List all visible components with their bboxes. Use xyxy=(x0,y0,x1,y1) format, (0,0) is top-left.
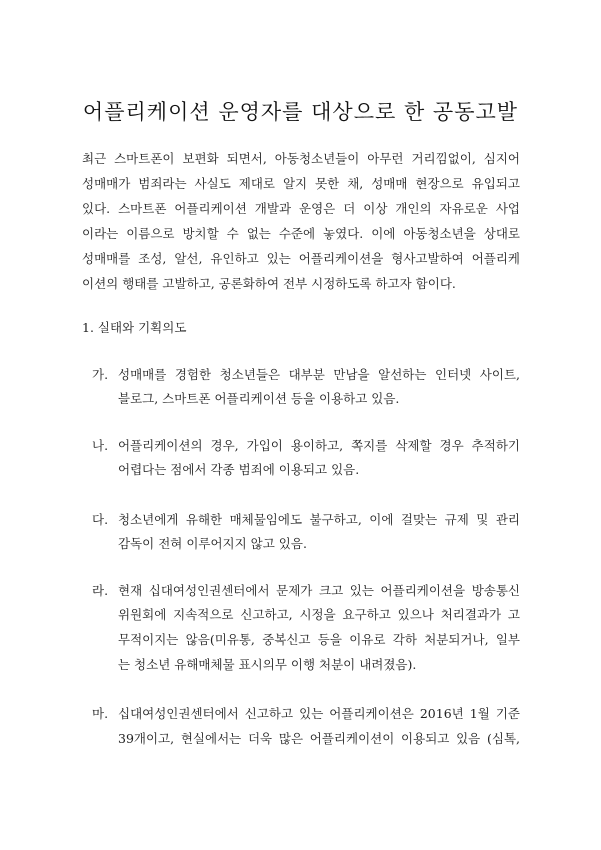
intro-line: 있다. 스마트폰 어플리케이션 개발과 운영은 더 이상 개인의 자유로운 사업 xyxy=(82,201,520,216)
list-item-marker: 다. xyxy=(92,512,109,527)
list-item-line: 는 청소년 유해매체물 표시의무 이행 처분이 내려졌음). xyxy=(118,657,417,672)
list-item-line: 무적이지는 않음(미유통, 중복신고 등을 이유로 각하 처분되거나, 일부 xyxy=(118,632,520,647)
list-item-marker: 가. xyxy=(92,367,109,382)
list-item-marker: 나. xyxy=(92,438,109,453)
list-item-line: 어플리케이션의 경우, 가입이 용이하고, 쪽지를 삭제할 경우 추적하기 xyxy=(118,438,520,453)
list-item-line: 십대여성인권센터에서 신고하고 있는 어플리케이션은 2016년 1월 기준 xyxy=(118,706,520,721)
list-item-line: 성매매를 경험한 청소년들은 대부분 만남을 알선하는 인터넷 사이트, xyxy=(118,367,520,382)
section-heading: 1. 실태와 기획의도 xyxy=(82,320,187,335)
list-item-line: 어렵다는 점에서 각종 범죄에 이용되고 있음. xyxy=(118,462,360,477)
document-title: 어플리케이션 운영자를 대상으로 한 공동고발 xyxy=(82,100,519,124)
list-item-line: 블로그, 스마트폰 어플리케이션 등을 이용하고 있음. xyxy=(118,391,400,406)
list-item-line: 청소년에게 유해한 매체물임에도 불구하고, 이에 걸맞는 규제 및 관리 xyxy=(118,512,520,527)
intro-line: 이라는 이름으로 방치할 수 없는 수준에 놓였다. 이에 아동청소년을 상대로 xyxy=(82,226,520,241)
intro-line: 성매매를 조성, 알선, 유인하고 있는 어플리케이션을 형사고발하여 어플리케 xyxy=(82,251,520,266)
intro-line: 최근 스마트폰이 보편화 되면서, 아동청소년들이 아무런 거리낌없이, 심지어 xyxy=(82,151,520,166)
list-item-marker: 라. xyxy=(92,583,109,598)
list-item-line: 위원회에 지속적으로 신고하고, 시정을 요구하고 있으나 처리결과가 고 xyxy=(118,607,520,622)
list-item-line: 현재 십대여성인권센터에서 문제가 크고 있는 어플리케이션을 방송통신 xyxy=(118,583,520,598)
intro-line: 성매매가 범죄라는 사실도 제대로 알지 못한 채, 성매매 현장으로 유입되고 xyxy=(82,176,520,191)
list-item-line: 39개이고, 현실에서는 더욱 많은 어플리케이션이 이용되고 있음 (심톡, xyxy=(118,731,520,746)
list-item-marker: 마. xyxy=(92,706,109,721)
intro-line: 이션의 행태를 고발하고, 공론화하여 전부 시정하도록 하고자 함이다. xyxy=(82,276,456,291)
list-item-line: 감독이 전혀 이루어지지 않고 있음. xyxy=(118,536,307,551)
